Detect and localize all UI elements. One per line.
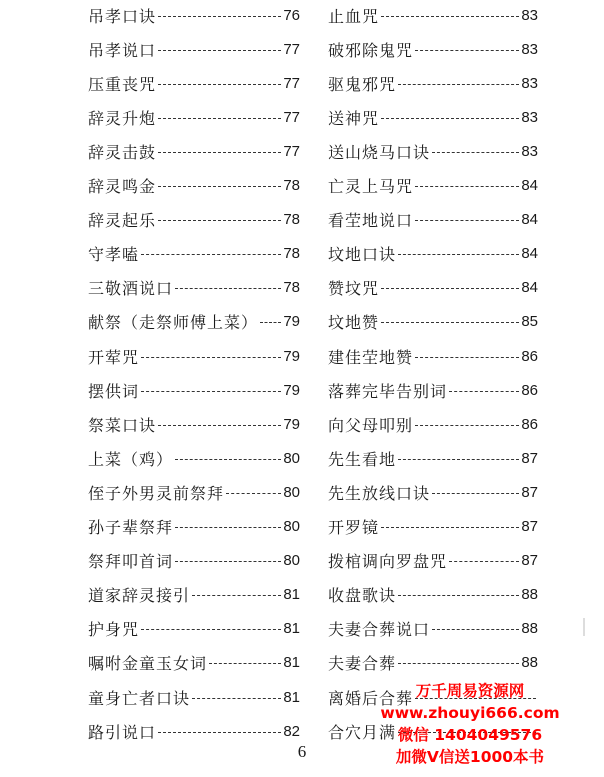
toc-entry-title: 三敬酒说口 [88,279,174,299]
toc-entry-leader [175,527,281,528]
toc-entry [88,375,300,405]
toc-entry-page: 86 [521,347,538,365]
toc-entry-title: 辞灵起乐 [88,211,157,231]
toc-entry-leader [192,595,281,596]
toc-entry-leader [381,16,519,17]
toc-entry-page: 83 [521,108,538,126]
toc-entry [328,648,538,678]
toc-entry-page: 87 [521,518,538,535]
toc-entry-leader [175,561,281,562]
toc-entry-leader [398,595,519,596]
toc-entry-title: 献祭（走祭师傅上菜） [88,313,259,333]
toc-entry-leader [415,357,519,358]
toc-entry-leader [158,50,281,51]
toc-entry-leader [175,288,281,289]
toc-entry [88,68,300,98]
toc-entry-title: 吊孝说口 [88,40,157,60]
toc-entry-leader [192,698,281,699]
watermark-wechat: 微信 1404049576 [397,726,543,744]
page-number: 6 [297,742,307,761]
toc-entry-leader [415,220,519,221]
toc-entry-leader [381,288,519,289]
toc-entry [88,341,300,371]
watermark [370,680,570,768]
toc-entry-title: 止血咒 [328,6,380,26]
toc-entry-leader [226,493,281,494]
toc-entry-leader [449,561,519,562]
toc-entry [88,409,300,439]
toc-entry-page: 81 [283,586,300,604]
toc-entry-page: 84 [521,211,538,229]
toc-entry-page: 83 [521,40,538,58]
toc-entry-page: 78 [283,177,300,194]
toc-entry [328,341,538,371]
toc-entry-leader [381,118,519,119]
toc-entry-leader [432,493,519,494]
toc-entry [328,136,538,166]
toc-entry-leader [449,391,519,392]
toc-entry [328,205,538,235]
toc-entry-leader [158,16,281,17]
toc-entry-leader [141,629,281,630]
toc-entry-title: 夫妻合葬说口 [328,620,431,640]
toc-entry [328,375,538,405]
toc-entry [88,512,300,542]
toc-entry-page: 85 [521,313,538,331]
toc-entry [88,477,300,507]
toc-entry-title: 开荤咒 [88,347,140,367]
toc-entry [328,546,538,576]
toc-entry-title: 压重丧咒 [88,74,157,94]
toc-entry-page: 86 [521,381,538,399]
toc-entry [328,307,538,337]
toc-entry-leader [141,254,281,255]
watermark-site-name: 万千周易资源网 [415,682,525,700]
toc-entry-leader [158,118,281,119]
toc-entry-title: 辞灵鸣金 [88,177,157,196]
toc-entry-page: 84 [521,279,538,297]
toc-entry [88,171,300,201]
toc-entry [328,477,538,507]
toc-entry-title: 路引说口 [88,722,157,742]
toc-entry-leader [432,629,519,630]
toc-entry-page: 76 [283,6,300,24]
toc-entry-leader [381,322,519,323]
toc-entry-leader [141,357,281,358]
toc-entry-leader [415,50,519,51]
toc-entry [328,34,538,64]
toc-entry [88,239,300,269]
toc-entry-title: 看茔地说口 [328,211,414,231]
toc-entry-page: 78 [283,279,300,297]
toc-entry [328,171,538,201]
toc-entry-title: 祭拜叩首词 [88,552,174,572]
toc-entry [88,0,300,30]
scan-mark [583,618,595,636]
toc-entry-page: 80 [283,518,300,535]
toc-entry [88,205,300,235]
toc-entry-page: 86 [521,415,538,433]
toc-entry [88,273,300,303]
toc-entry-leader [158,186,281,187]
toc-entry-page: 88 [521,654,538,672]
toc-entry-page: 80 [283,483,300,501]
toc-entry-page: 83 [521,142,538,160]
toc-entry-leader [175,459,281,460]
toc-entry [88,307,300,337]
toc-entry-leader [398,84,519,85]
toc-entry-title: 送山烧马口诀 [328,142,431,162]
toc-entry-page: 81 [283,654,300,672]
toc-entry-leader [398,254,519,255]
toc-entry [88,580,300,610]
toc-entry-leader [158,220,281,221]
toc-entry-leader [398,663,519,664]
toc-entry-title: 坟地口诀 [328,245,397,265]
toc-entry-page: 77 [283,40,300,58]
toc-entry-title: 道家辞灵接引 [88,586,191,606]
toc-entry-title: 驱鬼邪咒 [328,74,397,94]
toc-entry-leader [432,152,519,153]
toc-entry-title: 童身亡者口诀 [88,688,191,708]
toc-entry [88,102,300,132]
toc-entry-page: 78 [283,245,300,263]
toc-entry [328,0,538,30]
toc-entry-page: 84 [521,245,538,263]
toc-entry-page: 80 [283,552,300,570]
toc-entry [88,648,300,678]
toc-entry-title: 收盘歌诀 [328,586,397,606]
toc-entry [328,68,538,98]
toc-entry-title: 亡灵上马咒 [328,177,414,196]
toc-entry-page: 88 [521,586,538,604]
toc-entry-leader [415,186,519,187]
toc-entry-page: 77 [283,74,300,92]
toc-entry-title: 夫妻合葬 [328,654,397,674]
toc-entry [88,443,300,473]
watermark-url: www.zhouyi666.com [380,704,560,722]
toc-entry-title: 上菜（鸡） [88,449,174,469]
toc-entry-page: 81 [283,688,300,706]
toc-entry-title: 护身咒 [88,620,140,640]
toc-entry-leader [260,322,281,323]
toc-entry-page: 82 [283,722,300,740]
toc-entry-leader [158,732,281,733]
toc-entry [328,273,538,303]
toc-entry-title: 开罗镜 [328,518,380,537]
toc-entry-page: 77 [283,142,300,160]
toc-entry-title: 守孝嗑 [88,245,140,265]
toc-entry [328,580,538,610]
toc-entry-page: 77 [283,108,300,126]
toc-entry-leader [381,527,519,528]
toc-entry-title: 孙子辈祭拜 [88,518,174,537]
toc-entry-title: 向父母叩别 [328,415,414,435]
toc-entry-leader [141,391,281,392]
toc-entry-page: 79 [283,415,300,433]
toc-entry [328,409,538,439]
watermark-offer: 加微V信送1000本书 [395,748,545,766]
toc-entry [328,614,538,644]
toc-entry [88,136,300,166]
toc-entry-leader [209,663,281,664]
toc-entry-title: 辞灵升炮 [88,108,157,128]
toc-entry-title: 合穴月满 [328,722,397,742]
toc-entry-leader [415,425,519,426]
toc-entry-page: 88 [521,620,538,638]
toc-entry-page: 81 [283,620,300,638]
toc-entry-title: 离婚后合葬 [328,688,414,708]
toc-entry-title: 先生看地 [328,449,397,469]
toc-entry [328,512,538,542]
toc-entry [88,614,300,644]
toc-entry-leader [158,425,281,426]
toc-entry-title: 送神咒 [328,108,380,128]
toc-entry-page: 87 [521,552,538,570]
toc-entry-page: 80 [283,449,300,467]
toc-entry-leader [158,152,281,153]
toc-entry-page: 87 [521,449,538,467]
toc-entry-page: 79 [283,381,300,399]
toc-entry-title: 落葬完毕告别词 [328,381,448,401]
toc-entry-title: 赞坟咒 [328,279,380,299]
toc-entry-page: 84 [521,177,538,194]
toc-entry [88,546,300,576]
toc-entry [328,239,538,269]
toc-entry-title: 先生放线口诀 [328,483,431,503]
toc-entry-title: 破邪除鬼咒 [328,40,414,60]
toc-entry [88,34,300,64]
toc-entry-title: 嘱咐金童玉女词 [88,654,208,674]
toc-entry-title: 辞灵击鼓 [88,142,157,162]
toc-entry-title: 侄子外男灵前祭拜 [88,483,225,503]
toc-entry-title: 拨棺调向罗盘咒 [328,552,448,572]
toc-entry-page: 87 [521,483,538,501]
toc-entry-leader [158,84,281,85]
toc-entry [328,443,538,473]
toc-entry-title: 坟地赞 [328,313,380,333]
toc-entry-page: 83 [521,74,538,92]
toc-entry-title: 祭菜口诀 [88,415,157,435]
toc-entry-page: 79 [283,347,300,365]
toc-entry-title: 摆供词 [88,381,140,401]
toc-entry-page: 79 [283,313,300,331]
toc-entry-page: 83 [521,6,538,24]
toc-entry [88,682,300,712]
toc-entry-page: 78 [283,211,300,229]
toc-entry [328,102,538,132]
toc-entry-leader [398,459,519,460]
toc-entry-title: 建佳茔地赞 [328,347,414,367]
toc-entry-title: 吊孝口诀 [88,6,157,26]
